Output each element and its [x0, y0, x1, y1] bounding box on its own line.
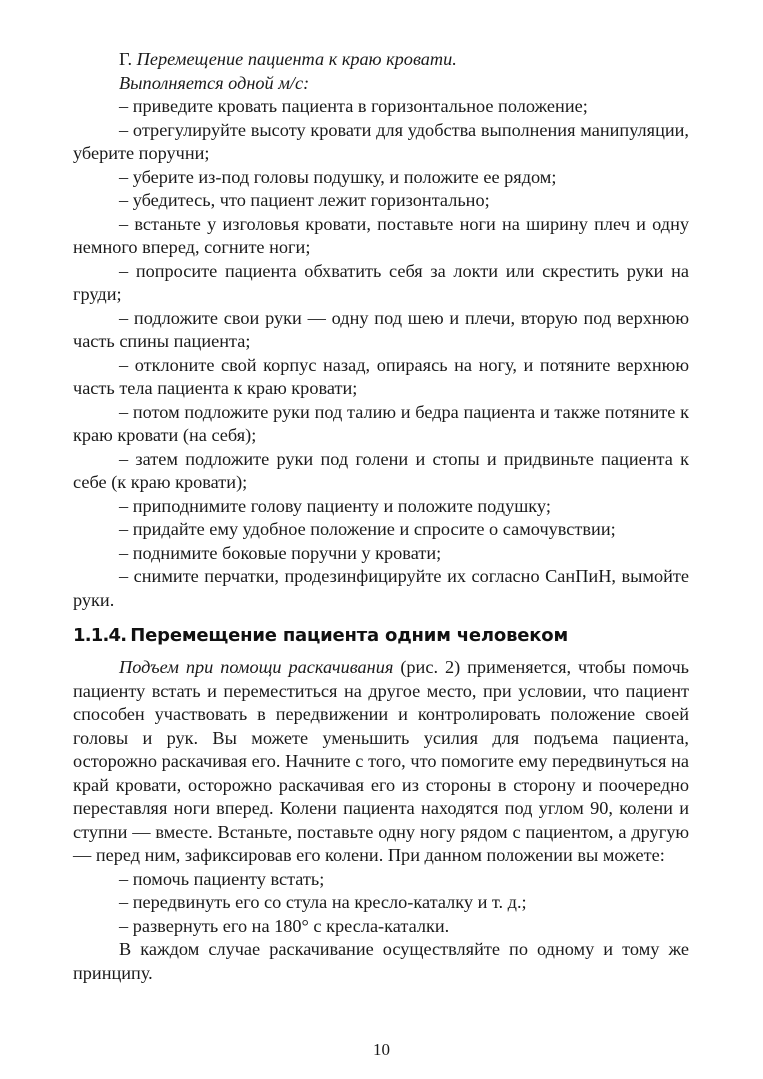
step-item: – уберите из-под головы подушку, и положите ее рядом; [119, 166, 557, 187]
section-g-performer [73, 72, 689, 96]
performer-text: Выполняется одной м/с: [119, 72, 310, 93]
step-item: – подложите свои руки — одну под шею и плечи, вторую под верхнюю часть спины пациента; [73, 307, 689, 351]
intro-paragraph [73, 656, 689, 868]
option-item: – помочь пациенту встать; [119, 868, 325, 889]
step-item: – приподнимите голову пациенту и положите подушку; [119, 495, 551, 516]
section-g-title [73, 48, 689, 72]
step-item: – встаньте у изголовья кровати, поставьте ноги на ширину плеч и одну немного вперед, согните ноги; [73, 213, 689, 257]
step-item: – снимите перчатки, продезинфицируйте их согласно СанПиН, вымойте руки. [73, 566, 689, 610]
step-item: – отклоните свой корпус назад, опираясь на ногу, и потяните верхнюю часть тела пациента к краю кровати; [73, 354, 689, 398]
step-item: – убедитесь, что пациент лежит горизонтально; [119, 190, 490, 210]
section-number: 1.1.4. [73, 625, 127, 646]
step-item: – поднимите боковые поручни у кровати; [119, 542, 442, 563]
option-item: – развернуть его на 180° с кресла-каталки. [119, 915, 450, 936]
step-item: – приведите кровать пациента в горизонтальное положение; [119, 96, 588, 116]
option-item: – передвинуть его со стула на кресло-каталку и т. д.; [119, 892, 527, 912]
step-item: – отрегулируйте высоту кровати для удобства выполнения манипуляции, уберите поручни; [73, 119, 689, 163]
section-heading-title: Перемещение пациента одним человеком [130, 625, 568, 646]
step-item: – потом подложите руки под талию и бедра пациента и также потяните к краю кровати (на себя); [73, 401, 689, 445]
section-g-title-text: Перемещение пациента к краю кровати. [136, 49, 457, 69]
intro-rest: (рис. 2) применяется, чтобы помочь пациенту встать и переместиться на другое место, при условии, что пациент способен участвовать в передвижении и контролировать положение своей головы и рук. Вы можете уменьшить усилия для подъема пациента, осторожно раскачивая его. Начните с того, что помогите ему передвинуться на край кровати, осторожно раскачивая его из стороны в сторону и поочередно переставляя ноги вперед. Колени пациента находятся под углом 90, колени и ступни — вместе. Встаньте, поставьте одну ногу рядом с пациентом, а другую — перед ним, зафиксировав его колени. При данном положении вы можете: [73, 657, 689, 865]
step-item: – попросите пациента обхватить себя за локти или скрестить руки на груди; [73, 260, 689, 304]
section-heading [73, 624, 689, 648]
step-item: – затем подложите руки под голени и стопы и придвиньте пациента к себе (к краю кровати); [73, 448, 689, 492]
intro-lead: Подъем при помощи раскачивания [119, 657, 394, 677]
section-g-prefix: Г. [119, 49, 133, 69]
page-body [73, 48, 689, 985]
page-number: 10 [373, 1040, 390, 1059]
step-item: – придайте ему удобное положение и спросите о самочувствии; [119, 519, 616, 539]
closing-paragraph: В каждом случае раскачивание осуществляйте по одному и тому же принципу. [73, 939, 689, 983]
